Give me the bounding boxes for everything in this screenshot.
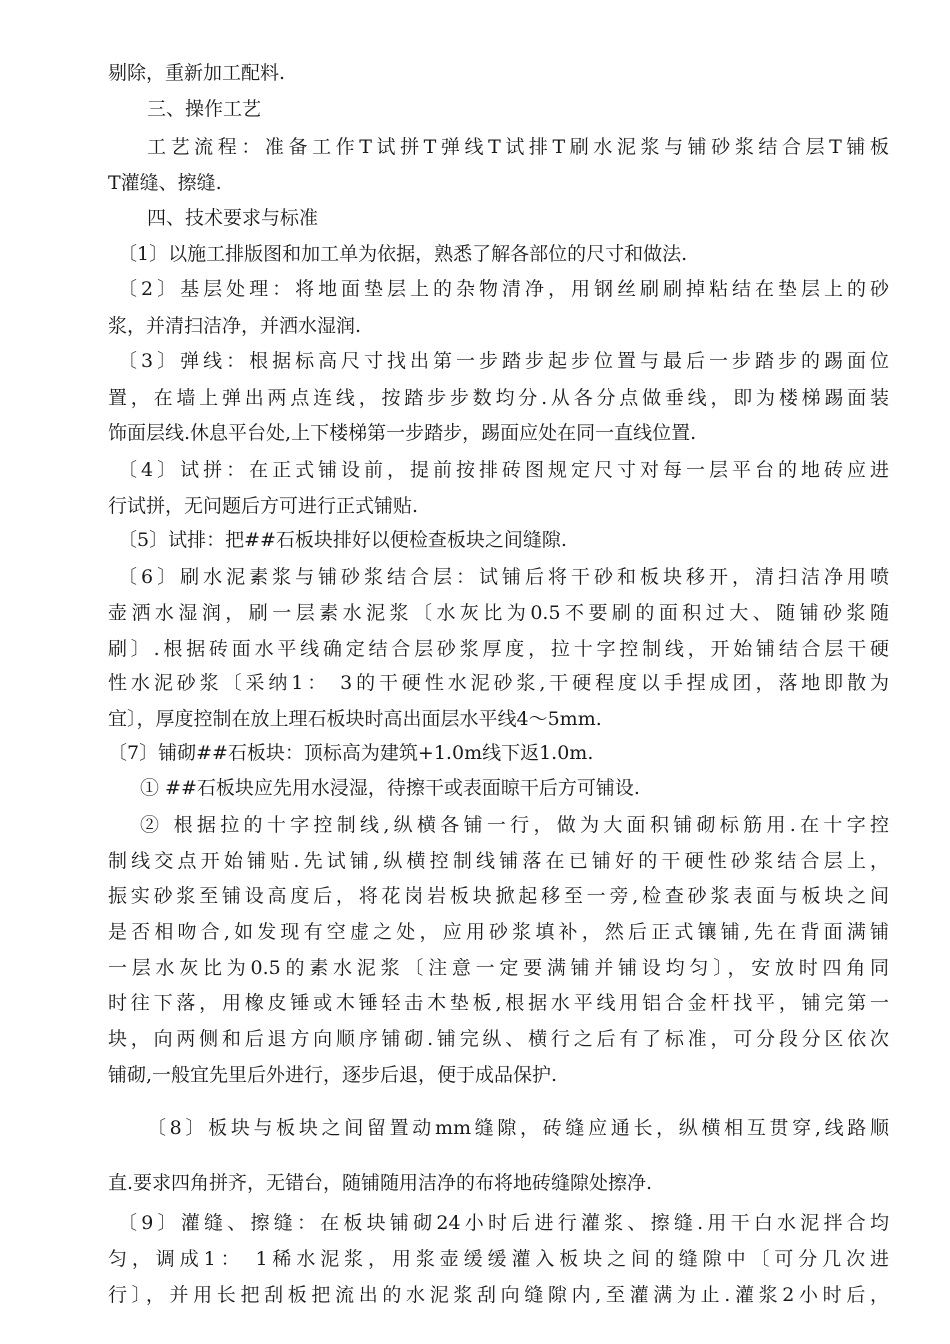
text-line: 一层水灰比为0.5的素水泥浆〔注意一定要满铺并铺设均匀〕，安放时四角同: [108, 957, 889, 979]
section-heading: 三、操作工艺: [147, 98, 262, 120]
text-line: 块，向两侧和后退方向顺序铺砌.铺完纵、横行之后有了标准，可分段分区依次: [108, 1028, 889, 1050]
text-line: 置，在墙上弹出两点连线，按踏步步数均分.从各分点做垂线，即为楼梯踢面装: [108, 387, 889, 409]
text-line: 刷〕.根据砖面水平线确定结合层砂浆厚度，拉十字控制线，开始铺结合层干硬: [108, 638, 889, 660]
text-line: 性水泥砂浆〔采纳1： 3的干硬性水泥砂浆,干硬程度以手捏成团，落地即散为: [108, 672, 889, 694]
text-line: 〔8〕板块与板块之间留置动mm缝隙，砖缝应通长，纵横相互贯穿,线路顺: [147, 1117, 889, 1139]
text-line: 行试拼，无问题后方可进行正式铺贴.: [108, 495, 419, 517]
text-line: 制线交点开始铺贴.先试铺,纵横控制线铺落在已铺好的干硬性砂浆结合层上，: [108, 850, 889, 872]
text-line: 铺砌,一般宜先里后外进行，逐步后退，便于成品保护.: [108, 1064, 558, 1086]
text-line: 振实砂浆至铺设高度后，将花岗岩板块掀起移至一旁,检查砂浆表面与板块之间: [108, 885, 889, 907]
text-line: 〔2〕基层处理：将地面垫层上的杂物清净，用钢丝刷刷掉粘结在垫层上的砂: [118, 278, 889, 300]
text-line: 浆，并清扫洁净，并洒水湿润.: [108, 315, 362, 337]
text-line: T灌缝、擦缝.: [108, 172, 222, 194]
text-line: 直.要求四角拼齐，无错台，随铺随用洁净的布将地砖缝隙处擦净.: [108, 1172, 653, 1194]
text-line: 壶洒水湿润，刷一层素水泥浆〔水灰比为0.5不要刷的面积过大、随铺砂浆随: [108, 602, 889, 624]
text-line: 时往下落，用橡皮锤或木锤轻击木垫板,根据水平线用铝合金杆找平，铺完第一: [108, 992, 889, 1014]
text-line: 〔6〕刷水泥素浆与铺砂浆结合层：试铺后将干砂和板块移开，清扫洁净用喷: [118, 566, 889, 588]
text-line: 〔5〕试排：把##石板块排好以便检查板块之间缝隙.: [118, 529, 567, 551]
text-line: ② 根据拉的十字控制线,纵横各铺一行，做为大面积铺砌标筋用.在十字控: [140, 814, 889, 836]
section-heading: 四、技术要求与标准: [147, 207, 319, 229]
text-line: 匀，调成1： 1稀水泥浆，用浆壶缓缓灌入板块之间的缝隙中〔可分几次进: [108, 1248, 889, 1270]
text-line: 是否相吻合,如发现有空虚之处，应用砂浆填补，然后正式镶铺,先在背面满铺: [108, 921, 889, 943]
text-line: 行〕，并用长把刮板把流出的水泥浆刮向缝隙内,至灌满为止.灌浆2小时后，: [108, 1284, 889, 1306]
text-line: 宜〕，厚度控制在放上理石板块时高出面层水平线4〜5mm.: [108, 708, 602, 730]
text-line: ① ##石板块应先用水浸湿，待擦干或表面晾干后方可铺设.: [140, 777, 640, 799]
text-line: 工艺流程：准备工作T试拼T弹线T试排T刷水泥浆与铺砂浆结合层T铺板: [147, 136, 889, 158]
text-line: 〔9〕灌缝、擦缝：在板块铺砌24小时后进行灌浆、擦缝.用干白水泥拌合均: [118, 1212, 889, 1234]
text-line: 〔3〕弹线：根据标高尺寸找出第一步踏步起步位置与最后一步踏步的踢面位: [118, 350, 889, 372]
text-line: 〔4〕试拼：在正式铺设前，提前按排砖图规定尺寸对每一层平台的地砖应进: [118, 459, 889, 481]
text-line: 〔1〕以施工排版图和加工单为依据，熟悉了解各部位的尺寸和做法.: [118, 243, 688, 265]
text-line: 饰面层线.休息平台处,上下楼梯第一步踏步，踢面应处在同一直线位置.: [108, 422, 697, 444]
text-line: 〔7〕铺砌##石板块：顶标高为建筑+1.0m线下返1.0m.: [108, 742, 594, 764]
text-line: 剔除，重新加工配料.: [108, 62, 286, 84]
